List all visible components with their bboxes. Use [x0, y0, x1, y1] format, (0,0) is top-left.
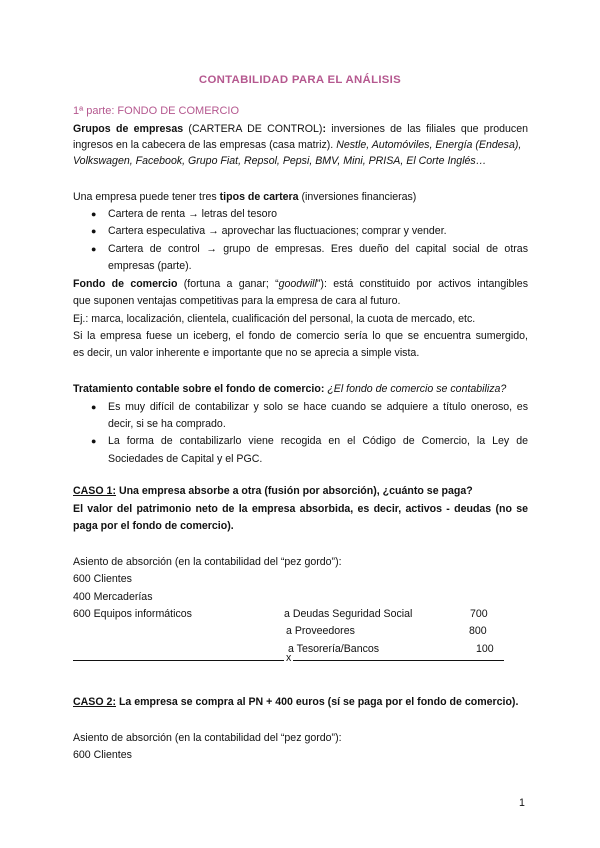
fondo-text-b: ”): está constituido por activos intangibles [316, 278, 528, 290]
grupos-examples: Nestle, Automóviles, Energía (Endesa), [336, 139, 522, 151]
caso2-heading [73, 694, 528, 710]
fondo-line-3: Ej.: marca, localización, clientela, cualificación del personal, la cuota de mercado, etc. [73, 313, 476, 325]
goodwill-term: goodwill [278, 278, 317, 290]
part-heading: 1ª parte: FONDO DE COMERCIO [73, 105, 240, 117]
tratamiento-question: ¿El fondo de comercio se contabiliza? [327, 383, 507, 395]
fondo-line-4: Si la empresa fuese un iceberg, el fondo de comercio sería lo que se encuentra sumergido, [73, 330, 528, 342]
bullet-dot: ● [91, 244, 97, 254]
tipos-term: tipos de cartera [219, 191, 299, 203]
debit-entry: 400 Mercaderías [73, 591, 153, 603]
credit-entry-amount: 800 [469, 625, 487, 637]
caso2-label: CASO 2: [73, 696, 116, 708]
fondo-line-2: que suponen ventajas competitivas para la empresa de cara al futuro. [73, 295, 401, 307]
bullet-dot: ● [91, 436, 97, 446]
bullet-dot: ● [91, 226, 97, 236]
tipos-intro-post: (inversiones financieras) [301, 191, 417, 203]
tratamiento-b1-line-1: Es muy difícil de contabilizar y solo se hace cuando se adquiere a título oneroso, es [108, 401, 528, 413]
journal-separator-left [73, 660, 284, 661]
tipos-intro [73, 189, 528, 205]
tratamiento-b1-line-2: decir, si se ha comprado. [108, 418, 226, 430]
credit-entry-label: a Deudas Seguridad Social [284, 608, 413, 620]
caso1-asiento-label: Asiento de absorción (en la contabilidad del “pez gordo”): [73, 556, 342, 568]
grupos-definition: inversiones de las filiales que producen [331, 123, 528, 135]
caso2-asiento-label: Asiento de absorción (en la contabilidad del “pez gordo”): [73, 732, 342, 744]
fondo-line-5: es decir, un valor inherente e importante que no se aprecia a simple vista. [73, 347, 420, 359]
caso1-label: CASO 1: [73, 485, 116, 497]
tratamiento-heading [73, 381, 528, 397]
caso1-line-3 [73, 518, 528, 534]
grupos-line-3 [73, 153, 528, 169]
tipo-control-line-2: empresas (parte). [108, 260, 192, 272]
debit-entry: 600 Clientes [73, 749, 132, 761]
bullet-dot: ● [91, 209, 97, 219]
caso1-answer-cont: paga por el fondo de comercio). [73, 520, 234, 532]
tipos-intro-pre: Una empresa puede tener tres [73, 191, 217, 203]
caso1-line-2 [73, 501, 528, 517]
credit-entry-label: a Tesorería/Bancos [288, 643, 380, 655]
grupos-line-2 [73, 137, 528, 153]
grupos-paren: (CARTERA DE CONTROL) [188, 123, 323, 135]
debit-entry: 600 Clientes [73, 573, 132, 585]
tipo-control-line-1: Cartera de control → grupo de empresas. Eres dueño del capital social de otras [108, 243, 528, 255]
fondo-text-a: (fortuna a ganar; “ [183, 278, 279, 290]
journal-separator-right [293, 660, 504, 661]
caso2-question: La empresa se compra al PN + 400 euros (sí se paga por el fondo de comercio). [118, 696, 519, 708]
credit-entry-label: a Proveedores [286, 625, 355, 637]
debit-entry: 600 Equipos informáticos [73, 608, 192, 620]
journal-separator-x: x [286, 652, 292, 664]
tipo-renta: Cartera de renta → letras del tesoro [108, 208, 277, 220]
credit-entry-amount: 700 [470, 608, 488, 620]
page-number: 1 [519, 797, 525, 809]
tratamiento-b2-line-2: Sociedades de Capital y el PGC. [108, 453, 263, 465]
tratamiento-term: Tratamiento contable sobre el fondo de comercio: [73, 383, 325, 395]
credit-entry-amount: 100 [476, 643, 494, 655]
grupos-line-1 [73, 121, 528, 137]
tipo-especulativa: Cartera especulativa → aprovechar las fluctuaciones; comprar y vender. [108, 225, 447, 237]
grupos-colon: : [322, 123, 326, 135]
grupos-text: ingresos en la cabecera de las empresas (casa matriz). [73, 139, 334, 151]
bullet-dot: ● [91, 402, 97, 412]
caso1-question: Una empresa absorbe a otra (fusión por absorción), ¿cuánto se paga? [118, 485, 473, 497]
grupos-term: Grupos de empresas [73, 123, 184, 135]
grupos-examples-cont: Volkswagen, Facebook, Grupo Fiat, Repsol, Pepsi, BMV, Mini, PRISA, El Corte Inglés… [73, 155, 487, 167]
caso1-heading [73, 483, 528, 499]
fondo-line-1 [73, 276, 528, 292]
caso1-answer: El valor del patrimonio neto de la empresa absorbida, es decir, activos - deudas (no se [73, 503, 528, 515]
tratamiento-b2-line-1: La forma de contabilizarlo viene recogida en el Código de Comercio, la Ley de [108, 435, 528, 447]
fondo-term: Fondo de comercio [73, 278, 178, 290]
document-title: CONTABILIDAD PARA EL ANÁLISIS [198, 74, 402, 86]
